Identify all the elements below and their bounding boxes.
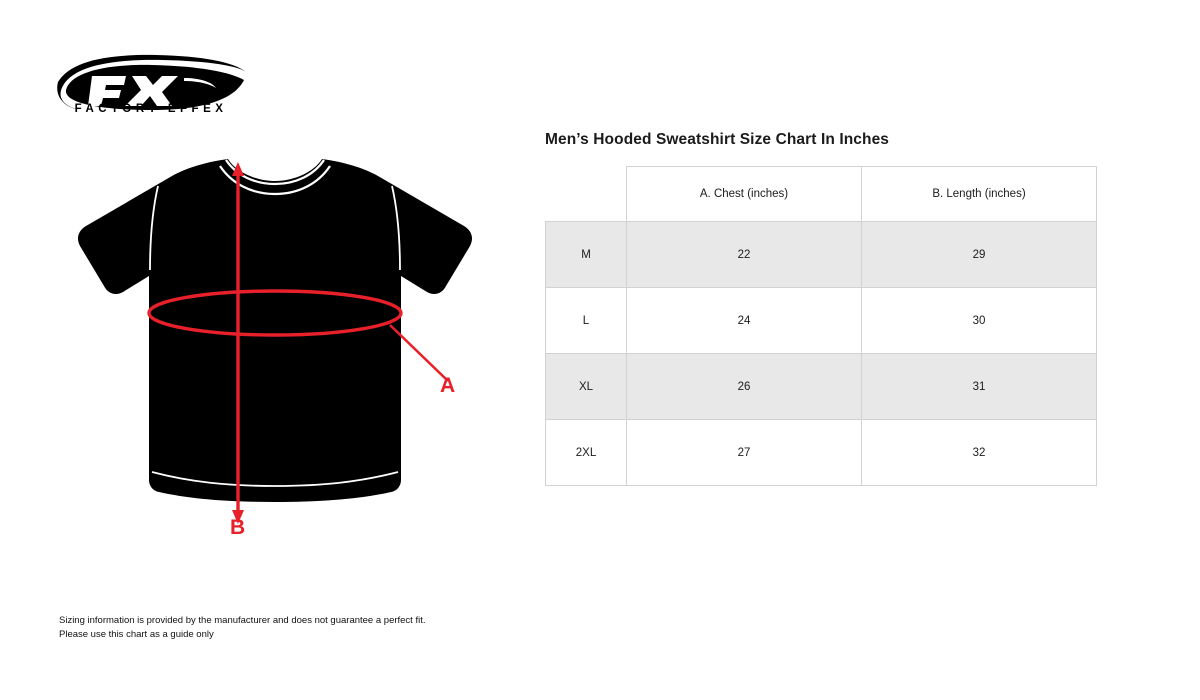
cell-size: L [546,288,627,354]
cell-chest: 22 [627,222,862,288]
cell-length: 29 [862,222,1097,288]
table-header-row [546,167,1097,222]
size-chart-table [545,166,1097,486]
length-measure-label: B [230,516,246,539]
table-row [546,354,1097,420]
size-chart-panel [545,131,1105,486]
cell-size: 2XL [546,420,627,486]
table-row [546,222,1097,288]
page-title: Men’s Hooded Sweatshirt Size Chart In Inches [545,131,890,148]
cell-size: XL [546,354,627,420]
brand-wordmark: FACTORY EFFEX [74,103,228,115]
cell-chest: 26 [627,354,862,420]
cell-chest: 24 [627,288,862,354]
cell-chest: 27 [627,420,862,486]
tshirt-silhouette-icon [60,150,520,560]
table-header-length: B. Length (inches) [862,167,1097,222]
shirt-illustration [60,150,520,560]
table-row [546,420,1097,486]
footnote [59,614,426,642]
footnote-line-1: Sizing information is provided by the manufacturer and does not guarantee a perfect fit. [59,615,426,626]
cell-length: 30 [862,288,1097,354]
cell-size: M [546,222,627,288]
footnote-line-2: Please use this chart as a guide only [59,628,214,640]
cell-length: 31 [862,354,1097,420]
cell-length: 32 [862,420,1097,486]
table-row [546,288,1097,354]
table-header-corner [546,167,627,222]
table-header-chest: A. Chest (inches) [627,167,862,222]
chest-measure-label: A [440,374,456,397]
